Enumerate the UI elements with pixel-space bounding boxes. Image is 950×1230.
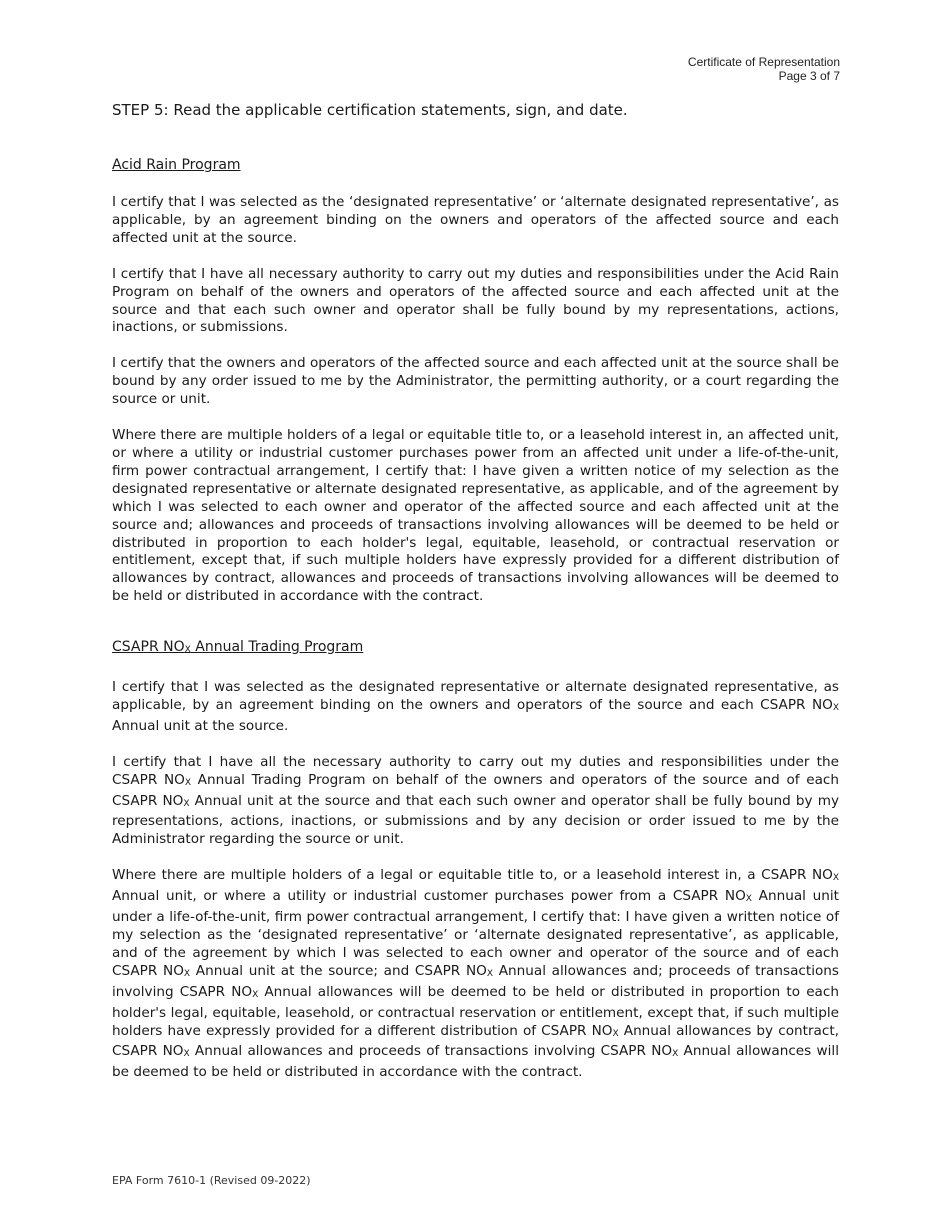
text-run: I certify that I was selected as the designated representative or alternate designated representative, as applicable, by an agreement binding on the owners and operators of the source and each CSAPR NO <box>112 679 839 713</box>
csapr-paragraph <box>112 679 839 736</box>
text-run: Where there are multiple holders of a legal or equitable title to, or a leasehold interest in, a CSAPR NO <box>112 867 833 884</box>
page-number: Page 3 of 7 <box>778 69 840 83</box>
subscript: X <box>252 989 259 1000</box>
text-run: Annual Trading Program on behalf of the owners and operators of the source and of each CSAPR NO <box>112 771 839 809</box>
text-run: Annual unit at the source and that each such owner and operator shall be fully bound by my representations, actions, inactions, or submissions and by any decision or order issued to me by the Administrator regarding the source or unit. <box>112 792 839 848</box>
subscript: X <box>832 873 839 884</box>
text-run: Annual allowances will be deemed to be held or distributed in accordance with the contract. <box>112 1043 839 1081</box>
subscript: X <box>184 777 192 788</box>
acid-rain-paragraph: I certify that I have all necessary authority to carry out my duties and responsibilities under the Acid Rain Program on behalf of the owners and operators of the affected source and each affected unit at the source and that each such owner and operator shall be fully bound by my representations, actions, inactions, or submissions. <box>112 265 839 336</box>
csapr-paragraph <box>112 754 839 850</box>
subscript: X <box>183 968 191 979</box>
step-instruction: STEP 5: Read the applicable certification statements, sign, and date. <box>112 101 628 119</box>
text-run: Annual allowances by contract, CSAPR NO <box>112 1022 839 1060</box>
text-run: Annual unit at the source; and CSAPR NO <box>190 962 487 979</box>
text-run: Annual allowances and; proceeds of transactions involving CSAPR NO <box>112 962 839 1000</box>
text-run: Annual unit at the source. <box>112 717 289 734</box>
subscript: X <box>183 1049 190 1060</box>
csapr-title-text: Annual Trading Program <box>190 639 364 655</box>
text-run: Annual unit, or where a utility or industrial customer purchases power from a CSAPR NO <box>112 888 746 905</box>
csapr-section <box>112 638 839 1100</box>
text-run: Annual unit under a life-of-the-unit, firm power contractual arrangement, I certify that: I have given a written notice of my selection as the ‘designated representative’ or ‘alternate designated representative’, as applicable, and of the agreement by which I was selected to each owner and operator of the source and of each CSAPR NO <box>112 888 839 979</box>
subscript: X <box>832 702 839 713</box>
text-run: Annual allowances will be deemed to be held or distributed in proportion to each holder's legal, equitable, leasehold, or contractual reservation or entitlement, except that, if such multiple holders have expressly provided for a different distribution of CSAPR NO <box>112 983 839 1039</box>
subscript: X <box>745 894 752 905</box>
acid-rain-paragraph: Where there are multiple holders of a legal or equitable title to, or a leasehold interest in, an affected unit, or where a utility or industrial customer purchases power from an affected unit under a life-of-the-unit, firm power contractual arrangement, I certify that: I have given a written notice of my selection as the designated representative or alternate designated representative, as applicable, and of the agreement by which I was selected to each owner and operator of the affected source and each affected unit at the source and; allowances and proceeds of transactions involving allowances will be deemed to be held or distributed in proportion to each holder's legal, equitable, leasehold, or contractual reservation or entitlement, except that, if such multiple holders have expressly provided for a different distribution of allowances by contract, allowances and proceeds of transactions involving allowances will be deemed to be held or distributed in accordance with the contract. <box>112 427 839 605</box>
form-title: Certificate of Representation <box>687 55 840 69</box>
acid-rain-title: Acid Rain Program <box>112 157 241 173</box>
form-footer: EPA Form 7610-1 (Revised 09-2022) <box>112 1174 311 1187</box>
subscript: X <box>184 645 191 655</box>
acid-rain-paragraph: I certify that the owners and operators of the affected source and each affected unit at the source shall be bound by any order issued to me by the Administrator, the permitting authority, or a court regarding the source or unit. <box>112 355 839 408</box>
acid-rain-section <box>112 156 839 624</box>
subscript: X <box>612 1028 619 1039</box>
csapr-paragraph <box>112 867 839 1082</box>
subscript: X <box>183 798 190 809</box>
acid-rain-paragraph: I certify that I was selected as the ‘designated representative’ or ‘alternate designated representative’, as applicable, by an agreement binding on the owners and operators of the affected source and each affected unit at the source. <box>112 194 839 246</box>
csapr-title-text: CSAPR NO <box>112 639 185 655</box>
page-header <box>688 55 840 83</box>
text-run: Annual allowances and proceeds of transactions involving CSAPR NO <box>189 1043 673 1060</box>
csapr-title <box>112 638 839 659</box>
text-run: I certify that I have all the necessary authority to carry out my duties and responsibilities under the CSAPR NO <box>112 753 839 788</box>
subscript: X <box>672 1049 679 1060</box>
subscript: X <box>486 968 493 979</box>
